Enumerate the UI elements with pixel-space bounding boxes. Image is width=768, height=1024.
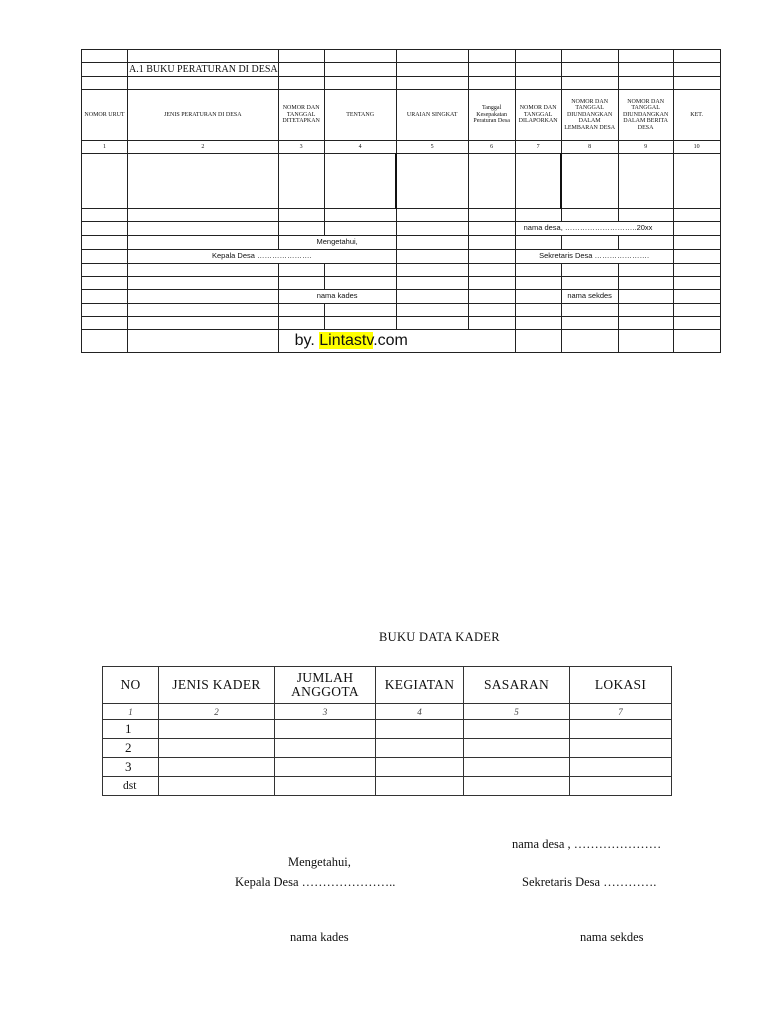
head-name: nama kades	[278, 290, 396, 304]
row-number: 2	[103, 739, 159, 758]
place-date: nama desa, ………………………..20xx	[515, 222, 673, 236]
row-number: dst	[103, 777, 159, 796]
column-number: 6	[468, 141, 515, 154]
column-number: 2	[128, 141, 279, 154]
watermark-suffix: .com	[373, 332, 408, 350]
column-number: 4	[376, 704, 464, 720]
kader-header-jenis: JENIS KADER	[159, 667, 275, 704]
kader-header-lokasi: LOKASI	[570, 667, 672, 704]
column-number: 8	[561, 141, 618, 154]
column-number: 3	[275, 704, 376, 720]
kader-acknowledge: Mengetahui,	[288, 855, 351, 869]
kader-number-row	[103, 704, 672, 720]
column-number: 1	[103, 704, 159, 720]
header-nomor-tanggal-dilaporkan: NOMOR DAN TANGGAL DILAPORKAN	[515, 90, 561, 141]
kader-head-name: nama kades	[290, 930, 349, 944]
column-number: 2	[159, 704, 275, 720]
peraturan-desa-table	[81, 49, 721, 353]
kader-header-jumlah: JUMLAH ANGGOTA	[275, 667, 376, 704]
table-row	[103, 720, 672, 739]
row-number: 1	[103, 720, 159, 739]
row-number: 3	[103, 758, 159, 777]
header-tentang: TENTANG	[324, 90, 396, 141]
kader-secretary-title: Sekretaris Desa ………….	[522, 875, 657, 889]
table-row	[103, 777, 672, 796]
watermark-prefix: by.	[294, 332, 320, 350]
column-number: 5	[396, 141, 468, 154]
header-berita-desa: NOMOR DAN TANGGAL DIUNDANGKAN DALAM BERITA DESA	[618, 90, 673, 141]
column-number: 7	[515, 141, 561, 154]
column-number: 9	[618, 141, 673, 154]
column-number-row	[82, 141, 721, 154]
column-number: 4	[324, 141, 396, 154]
kader-header-row	[103, 667, 672, 704]
header-ket: KET.	[673, 90, 720, 141]
head-title: Kepala Desa ………………….	[128, 250, 397, 264]
header-lembaran-desa: NOMOR DAN TANGGAL DIUNDANGKAN DALAM LEMBARAN DESA	[561, 90, 618, 141]
column-number: 7	[570, 704, 672, 720]
column-number: 10	[673, 141, 720, 154]
kader-header-sasaran: SASARAN	[464, 667, 570, 704]
column-number: 5	[464, 704, 570, 720]
kader-head-title: Kepala Desa …………………..	[235, 875, 396, 889]
table-row	[103, 739, 672, 758]
kader-table	[102, 666, 672, 796]
secretary-name: nama sekdes	[561, 290, 618, 304]
column-number: 3	[278, 141, 324, 154]
kader-header-no: NO	[103, 667, 159, 704]
kader-place-date: nama desa , …………………	[512, 837, 662, 851]
header-nomor-urut: NOMOR URUT	[82, 90, 128, 141]
header-tanggal-kesepakatan: Tanggal Kesepakatan Peraturan Desa	[468, 90, 515, 141]
header-uraian-singkat: URAIAN SINGKAT	[396, 90, 468, 141]
column-number: 1	[82, 141, 128, 154]
kader-header-kegiatan: KEGIATAN	[376, 667, 464, 704]
header-nomor-tanggal-ditetapkan: NOMOR DAN TANGGAL DITETAPKAN	[278, 90, 324, 141]
watermark-highlight: Lintastv	[319, 332, 374, 350]
table-row	[103, 758, 672, 777]
acknowledge-label: Mengetahui,	[278, 236, 396, 250]
kader-title: BUKU DATA KADER	[379, 630, 500, 644]
data-entry-row	[82, 154, 721, 209]
watermark	[278, 330, 515, 353]
kader-secretary-name: nama sekdes	[580, 930, 644, 944]
header-row	[82, 90, 721, 141]
header-jenis-peraturan: JENIS PERATURAN DI DESA	[128, 90, 279, 141]
sheet-title: A.1 BUKU PERATURAN DI DESA	[129, 64, 278, 75]
secretary-title: Sekretaris Desa ………………….	[515, 250, 673, 264]
